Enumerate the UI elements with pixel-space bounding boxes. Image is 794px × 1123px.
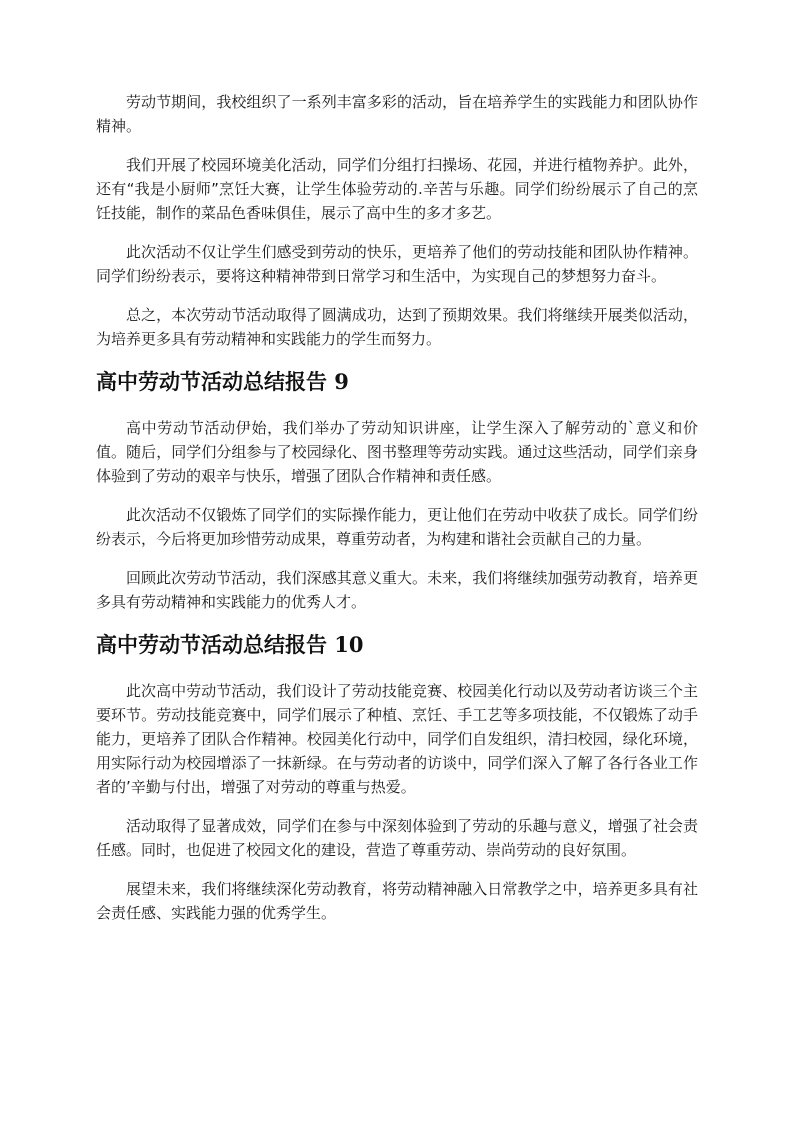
paragraph: 总之，本次劳动节活动取得了圆满成功，达到了预期效果。我们将继续开展类似活动，为培养更多具有劳动精神和实践能力的学生而努力。	[96, 306, 698, 348]
paragraph: 劳动节期间，我校组织了一系列丰富多彩的活动，旨在培养学生的实践能力和团队协作精神。	[96, 93, 698, 135]
section-heading: 高中劳动节活动总结报告 9	[96, 369, 349, 394]
paragraph: 活动取得了显著成效，同学们在参与中深刻体验到了劳动的乐趣与意义，增强了社会责任感。同时，也促进了校园文化的建设，营造了尊重劳动、崇尚劳动的良好氛围。	[96, 817, 698, 859]
paragraph: 高中劳动节活动伊始，我们举办了劳动知识讲座，让学生深入了解劳动的`意义和价值。随后，同学们分组参与了校园绿化、图书整理等劳动实践。通过这些活动，同学们亲身体验到了劳动的艰辛与快乐，增强了团队合作精神和责任感。	[96, 419, 698, 485]
paragraph: 我们开展了校园环境美化活动，同学们分组打扫操场、花园，并进行植物养护。此外，还有“我是小厨师”烹饪大赛，让学生体验劳动的.辛苦与乐趣。同学们纷纷展示了自己的烹饪技能，制作的菜品色香味俱佳，展示了高中生的多才多艺。	[96, 156, 698, 222]
paragraph: 此次活动不仅锻炼了同学们的实际操作能力，更让他们在劳动中收获了成长。同学们纷纷表示，今后将更加珍惜劳动成果，尊重劳动者，为构建和谐社会贡献自己的力量。	[96, 506, 698, 548]
document-page	[96, 90, 698, 940]
paragraph: 此次高中劳动节活动，我们设计了劳动技能竞赛、校园美化行动以及劳动者访谈三个主要环节。劳动技能竞赛中，同学们展示了种植、烹饪、手工艺等多项技能，不仅锻炼了动手能力，更培养了团队合作精神。校园美化行动中，同学们自发组织，清扫校园，绿化环境，用实际行动为校园增添了一抹新绿。在与劳动者的访谈中，同学们深入了解了各行各业工作者的’辛勤与付出，增强了对劳动的尊重与热爱。	[96, 682, 698, 796]
paragraph: 此次活动不仅让学生们感受到劳动的快乐，更培养了他们的劳动技能和团队协作精神。同学们纷纷表示，要将这种精神带到日常学习和生活中，为实现自己的梦想努力奋斗。	[96, 243, 698, 285]
paragraph: 回顾此次劳动节活动，我们深感其意义重大。未来，我们将继续加强劳动教育，培养更多具有劳动精神和实践能力的优秀人才。	[96, 569, 698, 611]
section-heading: 高中劳动节活动总结报告 10	[96, 632, 364, 657]
paragraph: 展望未来，我们将继续深化劳动教育，将劳动精神融入日常教学之中，培养更多具有社会责任感、实践能力强的优秀学生。	[96, 880, 698, 922]
